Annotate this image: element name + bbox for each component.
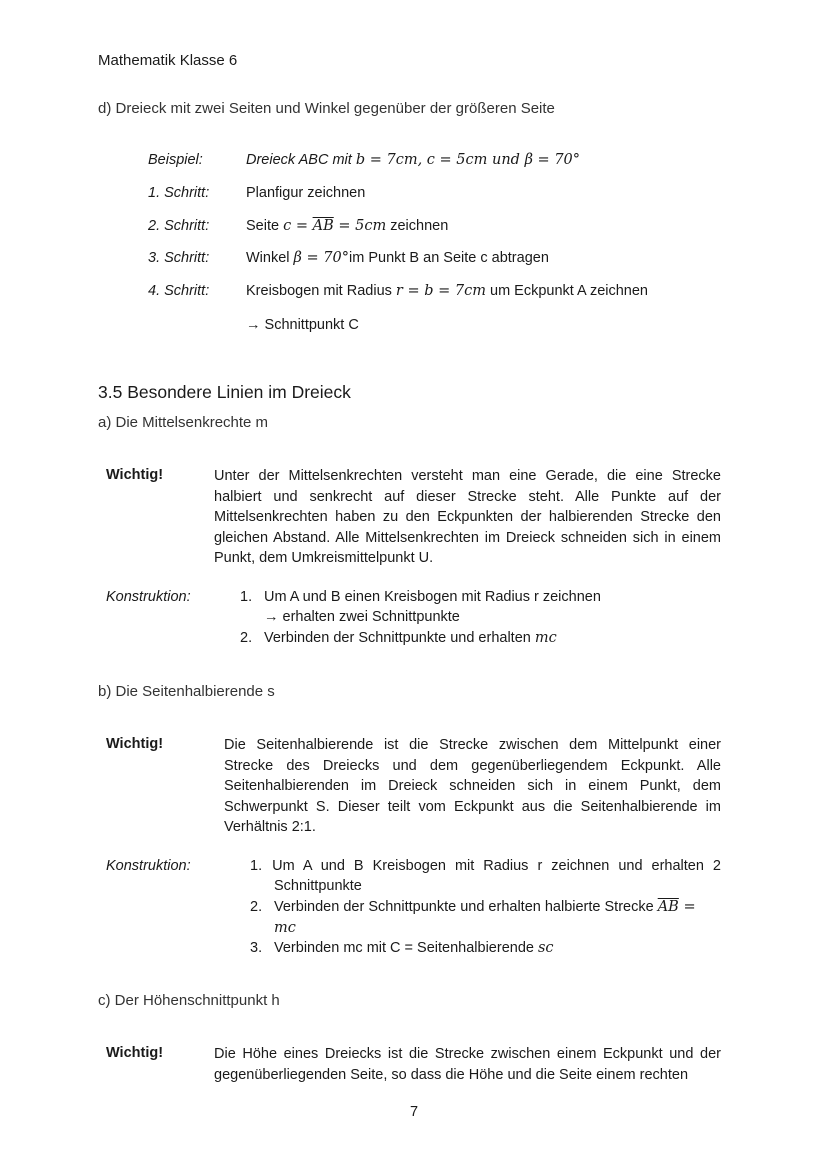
wichtig-b-label: Wichtig! — [106, 736, 164, 752]
step-number: 3. — [250, 940, 263, 956]
step-1-label: 1. Schritt: — [148, 185, 210, 201]
step-1-text: Planfigur zeichnen — [246, 185, 366, 201]
konstruktion-b-step-1 — [250, 858, 721, 874]
konstruktion-b-step-3 — [250, 940, 554, 956]
step-3-pre: Winkel — [246, 250, 290, 266]
beispiel-content — [246, 152, 580, 168]
beispiel-text: Dreieck ABC mit — [246, 152, 352, 168]
step-text: Um A und B Kreisbogen mit Radius r zeichnen und erhalten 2 — [272, 858, 721, 874]
wichtig-c-label: Wichtig! — [106, 1045, 164, 1061]
konstruktion-b-step-1-cont: Schnittpunkte — [274, 878, 362, 894]
step-2-pre: Seite — [246, 218, 280, 234]
step-2-math: c = — [283, 218, 313, 234]
step-math: mc — [534, 630, 557, 646]
konstruktion-a-step-1-sub: → erhalten zwei Schnittpunkte — [264, 609, 460, 625]
step-text: Verbinden mc mit C = Seitenhalbierende — [274, 940, 534, 956]
step-3-content — [246, 250, 549, 266]
step-2-math2: = 5cm — [333, 218, 387, 234]
schnittpunkt-c-line: → Schnittpunkt C — [246, 317, 359, 333]
page-header: Mathematik Klasse 6 — [98, 52, 238, 69]
wichtig-b-text: Die Seitenhalbierende ist die Strecke zwischen dem Mittelpunkt einer Strecke des Dreiecks und dem gegenüberliegendem Eckpunkt. Alle Seitenhalbierenden im Dreieck schneiden sich in einem Punkt, dem Schwerpunkt S. Dieser teilt vom Eckpunkt aus die Seitenhalbierende im Verhältnis 2:1. — [224, 737, 721, 835]
beispiel-math: b = 7cm, c = 5cm und β = 70° — [355, 152, 581, 168]
step-4-label: 4. Schritt: — [148, 283, 210, 299]
konstruktion-b-step-2-cont: mc — [274, 920, 296, 936]
step-number: 1. — [240, 589, 253, 605]
section-a-heading: a) Die Mittelsenkrechte m — [98, 414, 269, 431]
konstruktion-a-label: Konstruktion: — [106, 589, 191, 605]
step-3-label: 3. Schritt: — [148, 250, 210, 266]
step-math: sc — [537, 940, 554, 956]
wichtig-a-text: Unter der Mittelsenkrechten versteht man eine Gerade, die eine Strecke halbiert und senkrecht auf dieser Strecke steht. Alle Punkte auf der Mittelsenkrechten haben zu den Eckpunkten der halbierenden Strecke den gleichen Abstand. Alle Mittelsenkrechten im Dreieck schneiden sich in einem Punkt, dem Umkreismittelpunkt U. — [214, 468, 721, 566]
step-number: 1. — [250, 858, 263, 874]
step-number: 2. — [240, 630, 253, 646]
step-segment: $\overline{AB}$ — [657, 899, 679, 915]
step-text: Verbinden der Schnittpunkte und erhalten — [264, 630, 531, 646]
section-c-heading: c) Der Höhenschnittpunkt h — [98, 992, 280, 1009]
step-4-math: r = b = 7cm — [395, 283, 486, 299]
step-4-post: um Eckpunkt A zeichnen — [490, 283, 648, 299]
page-number: 7 — [410, 1104, 419, 1120]
step-2-post: zeichnen — [390, 218, 449, 234]
step-number: 2. — [250, 899, 263, 915]
step-2-label: 2. Schritt: — [148, 218, 210, 234]
step-3-post: im Punkt B an Seite c abtragen — [349, 250, 549, 266]
step-2-segment: $\overline{AB}$ — [312, 218, 334, 234]
step-2-content — [246, 218, 448, 234]
step-math: = — [678, 899, 696, 915]
konstruktion-a-step-2 — [240, 630, 557, 646]
section-b-heading: b) Die Seitenhalbierende s — [98, 683, 275, 700]
section-d-heading: d) Dreieck mit zwei Seiten und Winkel gegenüber der größeren Seite — [98, 100, 555, 117]
wichtig-a-label: Wichtig! — [106, 467, 164, 483]
konstruktion-b-label: Konstruktion: — [106, 858, 191, 874]
beispiel-label: Beispiel: — [148, 152, 203, 168]
section-3-5-title: 3.5 Besondere Linien im Dreieck — [98, 382, 351, 402]
step-text: Verbinden der Schnittpunkte und erhalten halbierte Strecke — [274, 899, 654, 915]
step-4-content — [246, 283, 648, 299]
konstruktion-b-step-2 — [250, 899, 696, 915]
step-text: Um A und B einen Kreisbogen mit Radius r zeichnen — [264, 589, 601, 605]
step-3-math: β = 70° — [293, 250, 349, 266]
step-4-pre: Kreisbogen mit Radius — [246, 283, 392, 299]
wichtig-c-text: Die Höhe eines Dreiecks ist die Strecke zwischen einem Eckpunkt und der gegenüberliegenden Seite, so dass die Höhe und die Seite einem rechten — [214, 1046, 721, 1083]
konstruktion-a-step-1 — [240, 589, 601, 605]
